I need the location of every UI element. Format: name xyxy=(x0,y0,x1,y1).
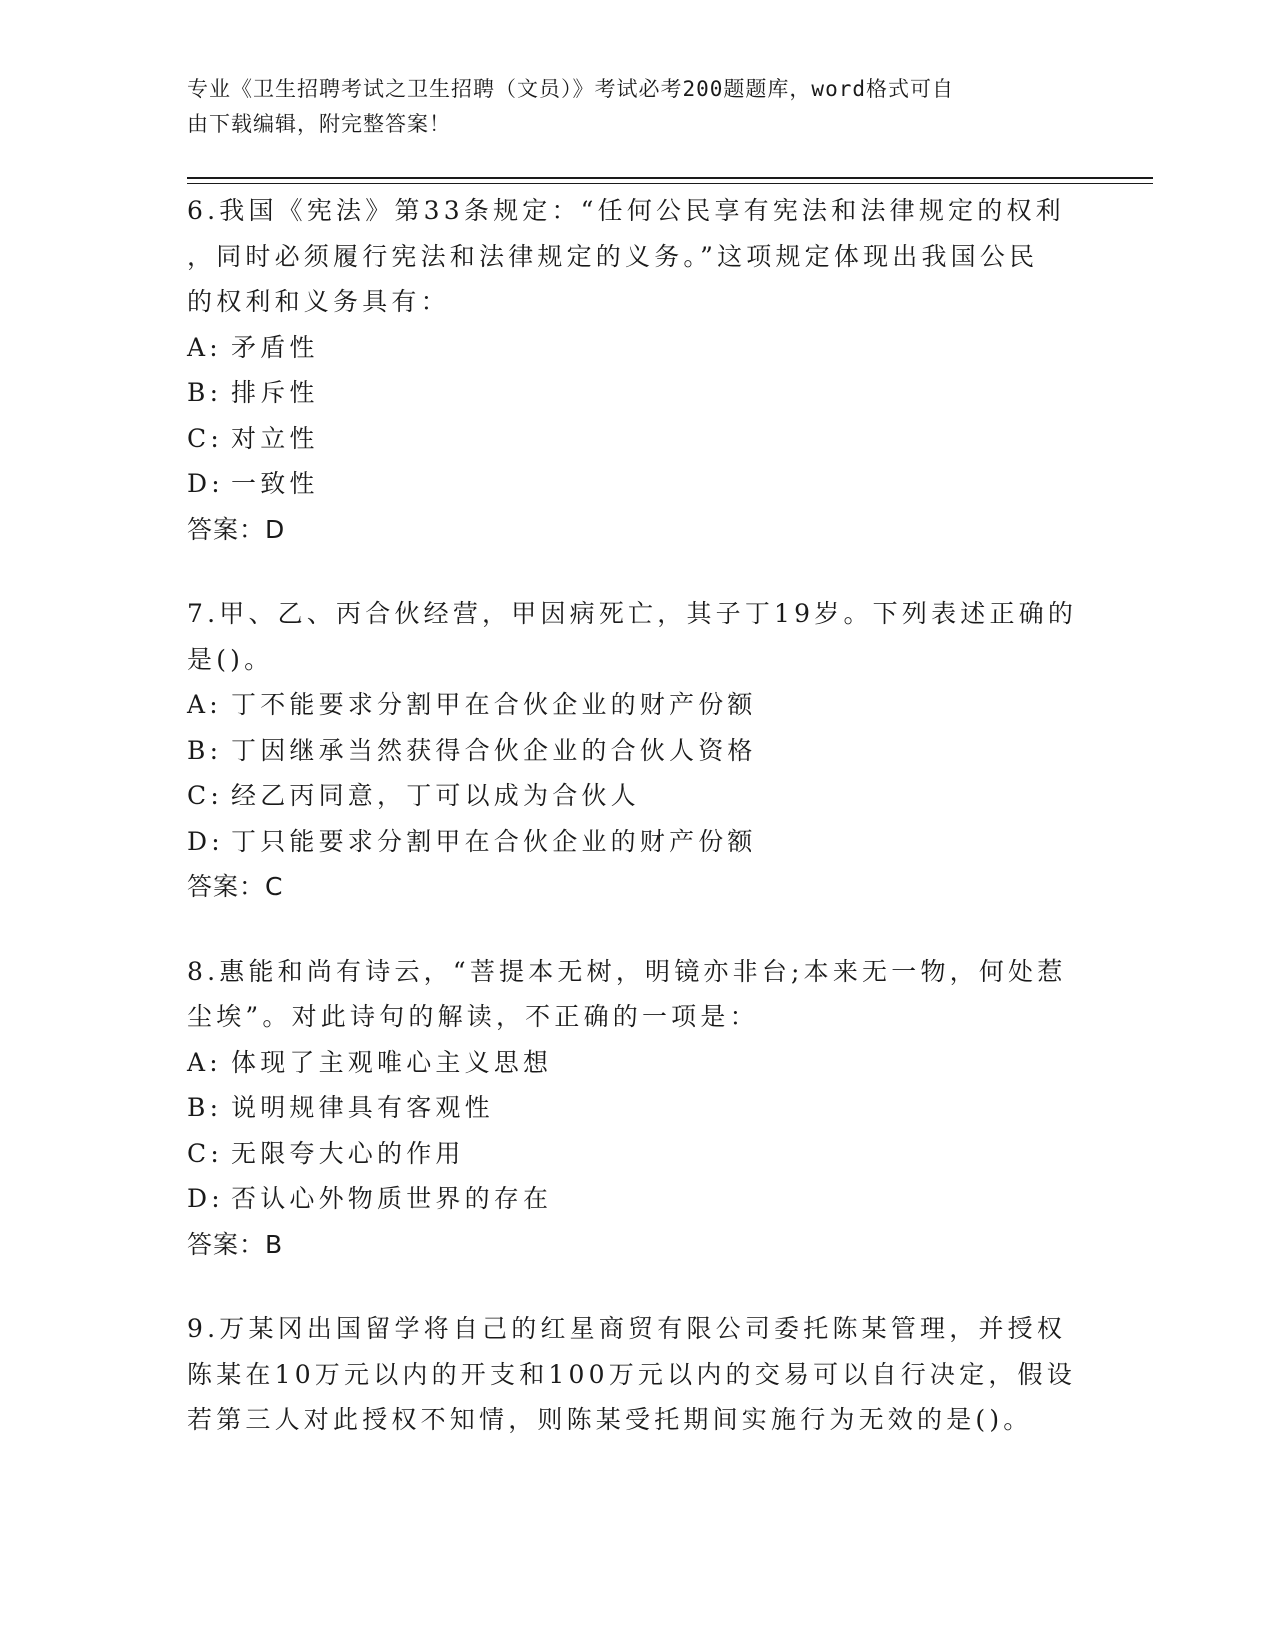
option-d xyxy=(187,1176,1087,1222)
option-letter: D: xyxy=(187,1184,224,1213)
option-a xyxy=(187,682,1087,728)
question-9 xyxy=(187,1306,1087,1443)
option-d xyxy=(187,819,1087,865)
option-text: 排斥性 xyxy=(231,378,319,407)
option-letter: B: xyxy=(187,378,223,407)
question-stem-line: 8.惠能和尚有诗云，“菩提本无树，明镜亦非台;本来无一物，何处惹 xyxy=(187,956,1067,986)
option-letter: B: xyxy=(187,1093,223,1122)
question-stem-line: 的权利和义务具有： xyxy=(187,287,450,316)
option-letter: C: xyxy=(187,781,223,810)
answer-label: 答案：D xyxy=(187,514,286,544)
option-text: 矛盾性 xyxy=(231,332,319,362)
question-stem-line: ，同时必须履行宪法和法律规定的义务。”这项规定体现出我国公民 xyxy=(187,241,1039,271)
question-stem-line: 9.万某冈出国留学将自己的红星商贸有限公司委托陈某管理，并授权 xyxy=(187,1314,1067,1343)
header-line-1: 专业《卫生招聘考试之卫生招聘（文员）》考试必考200题题库，word格式可自 xyxy=(187,77,954,101)
option-letter: A: xyxy=(187,690,222,719)
document-header xyxy=(187,72,1067,142)
option-text: 丁不能要求分割甲在合伙企业的财产份额 xyxy=(231,690,757,719)
option-letter: C: xyxy=(187,1138,223,1168)
option-c xyxy=(187,773,1087,819)
question-7 xyxy=(187,591,1087,910)
option-c xyxy=(187,1131,1087,1177)
question-stem-line: 若第三人对此授权不知情，则陈某受托期间实施行为无效的是()。 xyxy=(187,1405,1033,1434)
option-letter: D: xyxy=(187,826,224,856)
question-stem-line: 7.甲、乙、丙合伙经营，甲因病死亡，其子丁19岁。下列表述正确的 xyxy=(187,599,1078,628)
option-text: 丁只能要求分割甲在合伙企业的财产份额 xyxy=(231,826,757,856)
question-stem-line: 尘埃”。对此诗句的解读，不正确的一项是： xyxy=(187,1002,759,1031)
option-text: 经乙丙同意，丁可以成为合伙人 xyxy=(231,781,640,810)
option-letter: C: xyxy=(187,423,223,453)
option-text: 体现了主观唯心主义思想 xyxy=(231,1047,553,1077)
option-text: 丁因继承当然获得合伙企业的合伙人资格 xyxy=(231,735,757,765)
question-list xyxy=(187,188,1087,1482)
option-text: 一致性 xyxy=(231,469,319,498)
question-stem-line: 是()。 xyxy=(187,644,274,674)
option-d xyxy=(187,461,1087,507)
question-6 xyxy=(187,188,1087,552)
option-text: 无限夸大心的作用 xyxy=(231,1138,465,1168)
option-text: 否认心外物质世界的存在 xyxy=(231,1184,553,1213)
option-text: 说明规律具有客观性 xyxy=(231,1093,494,1122)
answer-label: 答案：B xyxy=(187,1229,284,1259)
option-letter: B: xyxy=(187,735,223,765)
header-divider-thick xyxy=(187,177,1153,179)
option-c xyxy=(187,416,1087,462)
option-b xyxy=(187,728,1087,774)
option-letter: D: xyxy=(187,469,224,498)
option-b xyxy=(187,370,1087,416)
option-a xyxy=(187,1040,1087,1086)
question-stem-line: 陈某在10万元以内的开支和100万元以内的交易可以自行决定，假设 xyxy=(187,1359,1076,1389)
option-letter: A: xyxy=(187,332,222,362)
option-text: 对立性 xyxy=(231,423,319,453)
option-b xyxy=(187,1085,1087,1131)
answer-label: 答案：C xyxy=(187,872,284,901)
header-line-2: 由下载编辑，附完整答案！ xyxy=(187,112,451,136)
question-8 xyxy=(187,949,1087,1268)
option-letter: A: xyxy=(187,1047,222,1077)
header-divider-thin xyxy=(187,183,1153,184)
question-stem-line: 6.我国《宪法》第33条规定：“任何公民享有宪法和法律规定的权利 xyxy=(187,196,1065,225)
option-a xyxy=(187,325,1087,371)
